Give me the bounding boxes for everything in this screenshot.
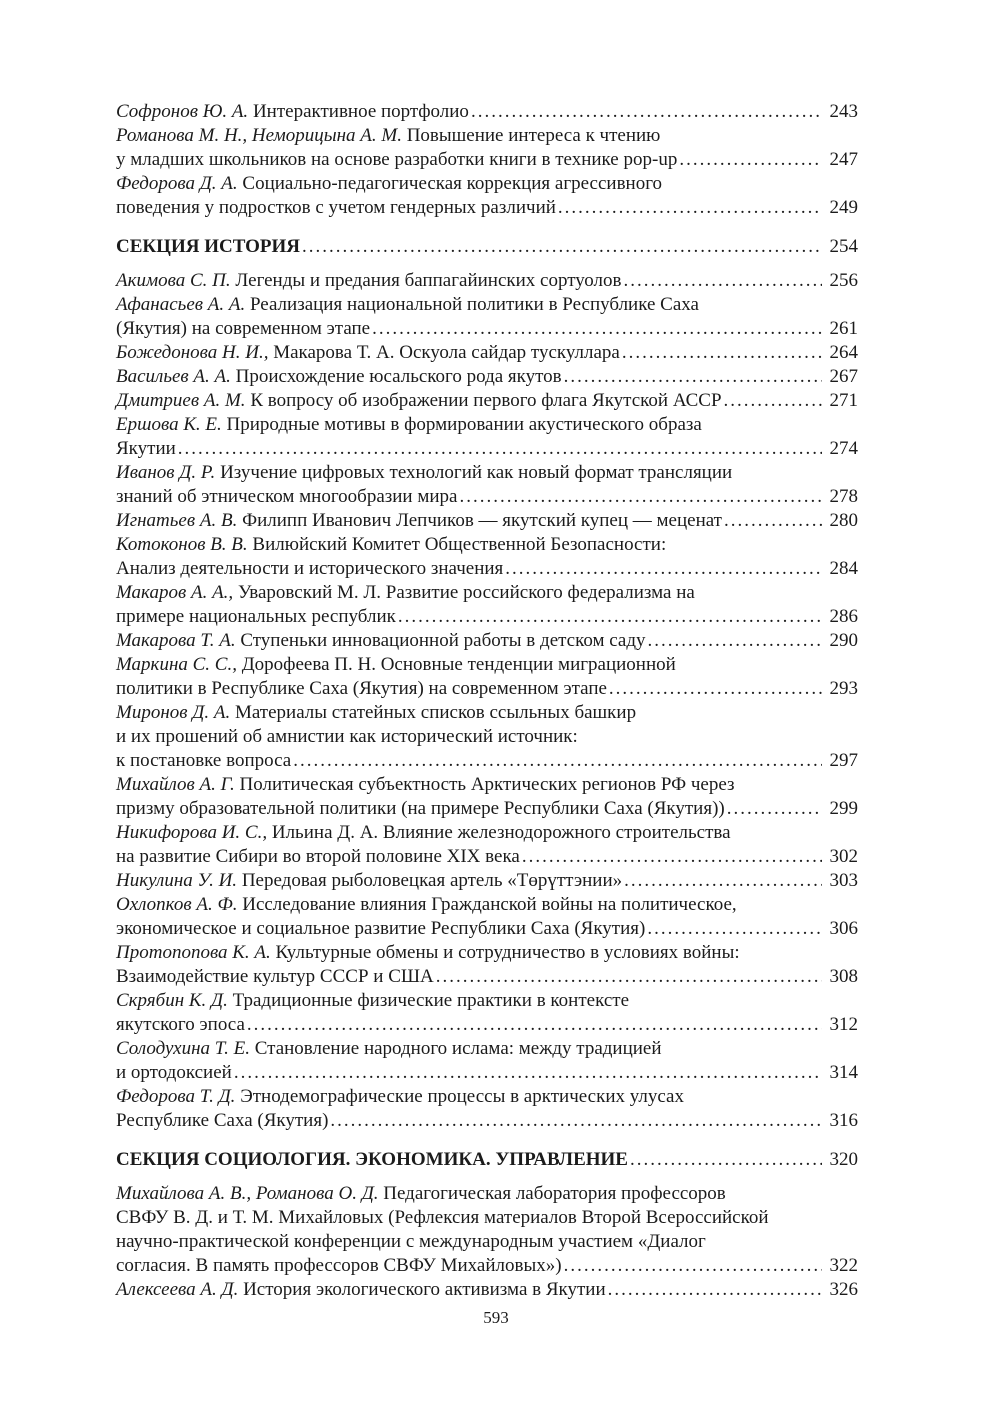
- entry-line: Михайлов А. Г. Политическая субъектность Арктических регионов РФ через: [116, 774, 735, 795]
- entry-authors: Никифорова И. С.,: [116, 822, 268, 843]
- toc-row: [116, 1148, 858, 1172]
- toc-entry: [116, 1085, 858, 1133]
- entry-text: Никулина У. И. Передовая рыболовецкая артель «Төрүттэнии»: [116, 870, 623, 891]
- entry-line: и их прошений об амнистии как исторический источник:: [116, 726, 578, 747]
- toc-row: [116, 845, 858, 869]
- toc-row: [116, 235, 858, 259]
- entry-text: Республике Саха (Якутия): [116, 1110, 329, 1131]
- entry-page-number: 254: [829, 236, 858, 257]
- toc-row: [116, 100, 858, 124]
- toc-section-heading: [116, 1148, 858, 1172]
- toc-row: [116, 1278, 858, 1302]
- dot-leader: [372, 317, 822, 341]
- entry-line: Маркина С. С., Дорофеева П. Н. Основные тенденции миграционной: [116, 654, 676, 675]
- toc-entry: [116, 941, 858, 989]
- entry-page-number: 261: [829, 318, 858, 339]
- entry-authors: Федорова Д. А.: [116, 173, 238, 194]
- entry-page-number: 243: [829, 101, 858, 122]
- entry-authors: Котоконов В. В.: [116, 534, 248, 555]
- entry-page-number: 299: [829, 798, 858, 819]
- entry-text: Анализ деятельности и исторического значения: [116, 558, 504, 579]
- dot-leader: [608, 1278, 822, 1302]
- toc-row: [116, 917, 858, 941]
- entry-line: Никифорова И. С., Ильина Д. А. Влияние железнодорожного строительства: [116, 822, 731, 843]
- entry-authors: Алексеева А. Д.: [116, 1279, 239, 1300]
- dot-leader: [630, 1148, 822, 1172]
- entry-page-number: 286: [829, 606, 858, 627]
- dot-leader: [624, 269, 823, 293]
- dot-leader: [247, 1013, 822, 1037]
- dot-leader: [471, 100, 822, 124]
- toc-row: [116, 1254, 858, 1278]
- entry-page-number: 271: [829, 390, 858, 411]
- entry-text: Якутии: [116, 438, 176, 459]
- entry-authors: Охлопков А. Ф.: [116, 894, 238, 915]
- entry-authors: Макаров А. А.,: [116, 582, 234, 603]
- toc-entry: [116, 821, 858, 869]
- dot-leader: [436, 965, 822, 989]
- toc-row: [116, 389, 858, 413]
- entry-text: Игнатьев А. В. Филипп Иванович Лепчиков — якутский купец — меценат: [116, 510, 722, 531]
- entry-authors: Солодухина Т. Е.: [116, 1038, 250, 1059]
- toc-row: [116, 509, 858, 533]
- entry-authors: Протопопова К. А.: [116, 942, 271, 963]
- entry-page-number: 264: [829, 342, 858, 363]
- entry-authors: Маркина С. С.,: [116, 654, 237, 675]
- entry-text: призму образовательной политики (на примере Республики Саха (Якутия)): [116, 798, 725, 819]
- entry-text: знаний об этническом многообразии мира: [116, 486, 458, 507]
- entry-authors: Иванов Д. Р.: [116, 462, 216, 483]
- toc-row: [116, 605, 858, 629]
- entry-line: Охлопков А. Ф. Исследование влияния Гражданской войны на политическое,: [116, 894, 737, 915]
- entry-authors: Романова М. Н., Неморицына А. М.: [116, 125, 402, 146]
- toc-entry: [116, 413, 858, 461]
- entry-page-number: 306: [829, 918, 858, 939]
- entry-text: согласия. В память профессоров СВФУ Михайловых»): [116, 1255, 562, 1276]
- toc-section-heading: [116, 235, 858, 259]
- toc-entry: [116, 893, 858, 941]
- entry-page-number: 278: [829, 486, 858, 507]
- toc-row: [116, 365, 858, 389]
- dot-leader: [727, 797, 822, 821]
- toc-entry: [116, 533, 858, 581]
- dot-leader: [648, 629, 822, 653]
- toc-row: [116, 797, 858, 821]
- entry-line: Солодухина Т. Е. Становление народного ислама: между традицией: [116, 1038, 662, 1059]
- entry-text: поведения у подростков с учетом гендерных различий: [116, 197, 556, 218]
- entry-text: Взаимодействие культур СССР и США: [116, 966, 434, 987]
- toc-entry: [116, 365, 858, 389]
- entry-authors: Софронов Ю. А.: [116, 101, 249, 122]
- entry-authors: Игнатьев А. В.: [116, 510, 238, 531]
- entry-page-number: 312: [829, 1014, 858, 1035]
- entry-line: Ершова К. Е. Природные мотивы в формировании акустического образа: [116, 414, 702, 435]
- toc-entry: [116, 869, 858, 893]
- entry-authors: Акимова С. П.: [116, 270, 231, 291]
- dot-leader: [558, 196, 822, 220]
- entry-line: Афанасьев А. А. Реализация национальной политики в Республике Саха: [116, 294, 699, 315]
- dot-leader: [459, 485, 822, 509]
- entry-page-number: 290: [829, 630, 858, 651]
- dot-leader: [622, 341, 822, 365]
- entry-text: к постановке вопроса: [116, 750, 292, 771]
- dot-leader: [564, 365, 822, 389]
- entry-line: СВФУ В. Д. и Т. М. Михайловых (Рефлексия материалов Второй Всероссийской: [116, 1207, 769, 1228]
- entry-page-number: 316: [829, 1110, 858, 1131]
- toc-row: [116, 196, 858, 220]
- section-title: СЕКЦИЯ СОЦИОЛОГИЯ. ЭКОНОМИКА. УПРАВЛЕНИЕ: [116, 1149, 628, 1170]
- entry-page-number: 302: [829, 846, 858, 867]
- toc-entry: [116, 989, 858, 1037]
- toc-entry: [116, 1278, 858, 1302]
- toc-entry: [116, 341, 858, 365]
- toc-entry: [116, 172, 858, 220]
- dot-leader: [398, 605, 822, 629]
- entry-text: (Якутия) на современном этапе: [116, 318, 371, 339]
- entry-authors: Миронов Д. А.: [116, 702, 231, 723]
- entry-authors: Скрябин К. Д.: [116, 990, 228, 1011]
- entry-line: Иванов Д. Р. Изучение цифровых технологий как новый формат трансляции: [116, 462, 733, 483]
- toc-entry: [116, 509, 858, 533]
- folio-number: 593: [483, 1308, 509, 1327]
- toc-entry: [116, 100, 858, 124]
- dot-leader: [178, 437, 822, 461]
- entry-text: и ортодоксией: [116, 1062, 232, 1083]
- entry-line: Миронов Д. А. Материалы статейных списков ссыльных башкир: [116, 702, 637, 723]
- entry-page-number: 320: [829, 1149, 858, 1170]
- entry-text: экономическое и социальное развитие Республики Саха (Якутия): [116, 918, 646, 939]
- dot-leader: [564, 1254, 822, 1278]
- toc-entry: [116, 653, 858, 701]
- entry-authors: Михайлова А. В., Романова О. Д.: [116, 1183, 379, 1204]
- toc-entry: [116, 389, 858, 413]
- entry-authors: Дмитриев А. М.: [116, 390, 246, 411]
- entry-page-number: 249: [829, 197, 858, 218]
- entry-authors: Ершова К. Е.: [116, 414, 222, 435]
- entry-text: Софронов Ю. А. Интерактивное портфолио: [116, 101, 469, 122]
- entry-page-number: 322: [829, 1255, 858, 1276]
- entry-authors: Федорова Т. Д.: [116, 1086, 236, 1107]
- toc-row: [116, 677, 858, 701]
- toc-entry: [116, 701, 858, 773]
- dot-leader: [624, 869, 822, 893]
- entry-text: якутского эпоса: [116, 1014, 245, 1035]
- entry-page-number: 284: [829, 558, 858, 579]
- toc-entry: [116, 629, 858, 653]
- toc-entry: [116, 1037, 858, 1085]
- entry-line: Федорова Д. А. Социально-педагогическая коррекция агрессивного: [116, 173, 663, 194]
- table-of-contents: [116, 100, 858, 1302]
- entry-page-number: 308: [829, 966, 858, 987]
- entry-page-number: 326: [829, 1279, 858, 1300]
- entry-page-number: 247: [829, 149, 858, 170]
- entry-authors: Никулина У. И.: [116, 870, 238, 891]
- entry-authors: Михайлов А. Г.: [116, 774, 235, 795]
- entry-page-number: 274: [829, 438, 858, 459]
- entry-line: Романова М. Н., Неморицына А. М. Повышение интереса к чтению: [116, 125, 661, 146]
- entry-page-number: 297: [829, 750, 858, 771]
- entry-page-number: 303: [829, 870, 858, 891]
- toc-row: [116, 1013, 858, 1037]
- entry-authors: Божедонова Н. И.,: [116, 342, 269, 363]
- toc-entry: [116, 581, 858, 629]
- dot-leader: [293, 749, 822, 773]
- entry-text: Божедонова Н. И., Макарова Т. А. Оскуола сайдар тускуллара: [116, 342, 620, 363]
- dot-leader: [330, 1109, 822, 1133]
- entry-line: Михайлова А. В., Романова О. Д. Педагогическая лаборатория профессоров: [116, 1183, 726, 1204]
- toc-entry: [116, 1182, 858, 1278]
- entry-text: политики в Республике Саха (Якутия) на современном этапе: [116, 678, 607, 699]
- toc-entry: [116, 124, 858, 172]
- entry-text: на развитие Сибири во второй половине XIX века: [116, 846, 520, 867]
- entry-text: Дмитриев А. М. К вопросу об изображении первого флага Якутской АССР: [116, 390, 722, 411]
- toc-row: [116, 869, 858, 893]
- entry-line: Федорова Т. Д. Этнодемографические процессы в арктических улусах: [116, 1086, 684, 1107]
- toc-row: [116, 437, 858, 461]
- toc-row: [116, 629, 858, 653]
- toc-row: [116, 749, 858, 773]
- toc-row: [116, 485, 858, 509]
- entry-page-number: 280: [829, 510, 858, 531]
- dot-leader: [234, 1061, 822, 1085]
- entry-line: Протопопова К. А. Культурные обмены и сотрудничество в условиях войны:: [116, 942, 740, 963]
- entry-text: Акимова С. П. Легенды и предания баппагайинских сортуолов: [116, 270, 622, 291]
- dot-leader: [724, 389, 822, 413]
- entry-text: Макарова Т. А. Ступеньки инновационной работы в детском саду: [116, 630, 646, 651]
- dot-leader: [302, 235, 822, 259]
- entry-text: Алексеева А. Д. История экологического активизма в Якутии: [116, 1279, 606, 1300]
- dot-leader: [522, 845, 822, 869]
- entry-text: примере национальных республик: [116, 606, 396, 627]
- toc-row: [116, 557, 858, 581]
- dot-leader: [505, 557, 822, 581]
- entry-page-number: 293: [829, 678, 858, 699]
- entry-page-number: 267: [829, 366, 858, 387]
- dot-leader: [609, 677, 822, 701]
- section-title: СЕКЦИЯ ИСТОРИЯ: [116, 236, 301, 257]
- dot-leader: [647, 917, 822, 941]
- toc-row: [116, 341, 858, 365]
- toc-row: [116, 1061, 858, 1085]
- entry-authors: Афанасьев А. А.: [116, 294, 246, 315]
- entry-text: у младших школьников на основе разработки книги в технике pop-up: [116, 149, 678, 170]
- page-number-footer: [0, 1308, 992, 1328]
- dot-leader: [724, 509, 822, 533]
- dot-leader: [679, 148, 822, 172]
- entry-line: Котоконов В. В. Вилюйский Комитет Общественной Безопасности:: [116, 534, 667, 555]
- entry-line: научно-практической конференции с международным участием «Диалог: [116, 1231, 706, 1252]
- entry-line: Скрябин К. Д. Традиционные физические практики в контексте: [116, 990, 630, 1011]
- entry-authors: Васильев А. А.: [116, 366, 231, 387]
- toc-row: [116, 269, 858, 293]
- entry-page-number: 256: [829, 270, 858, 291]
- toc-row: [116, 317, 858, 341]
- entry-authors: Макарова Т. А.: [116, 630, 236, 651]
- toc-entry: [116, 461, 858, 509]
- toc-row: [116, 148, 858, 172]
- entry-text: Васильев А. А. Происхождение юсальского рода якутов: [116, 366, 562, 387]
- toc-entry: [116, 293, 858, 341]
- toc-row: [116, 965, 858, 989]
- toc-entry: [116, 773, 858, 821]
- entry-line: Макаров А. А., Уваровский М. Л. Развитие российского федерализма на: [116, 582, 695, 603]
- entry-page-number: 314: [829, 1062, 858, 1083]
- toc-row: [116, 1109, 858, 1133]
- toc-entry: [116, 269, 858, 293]
